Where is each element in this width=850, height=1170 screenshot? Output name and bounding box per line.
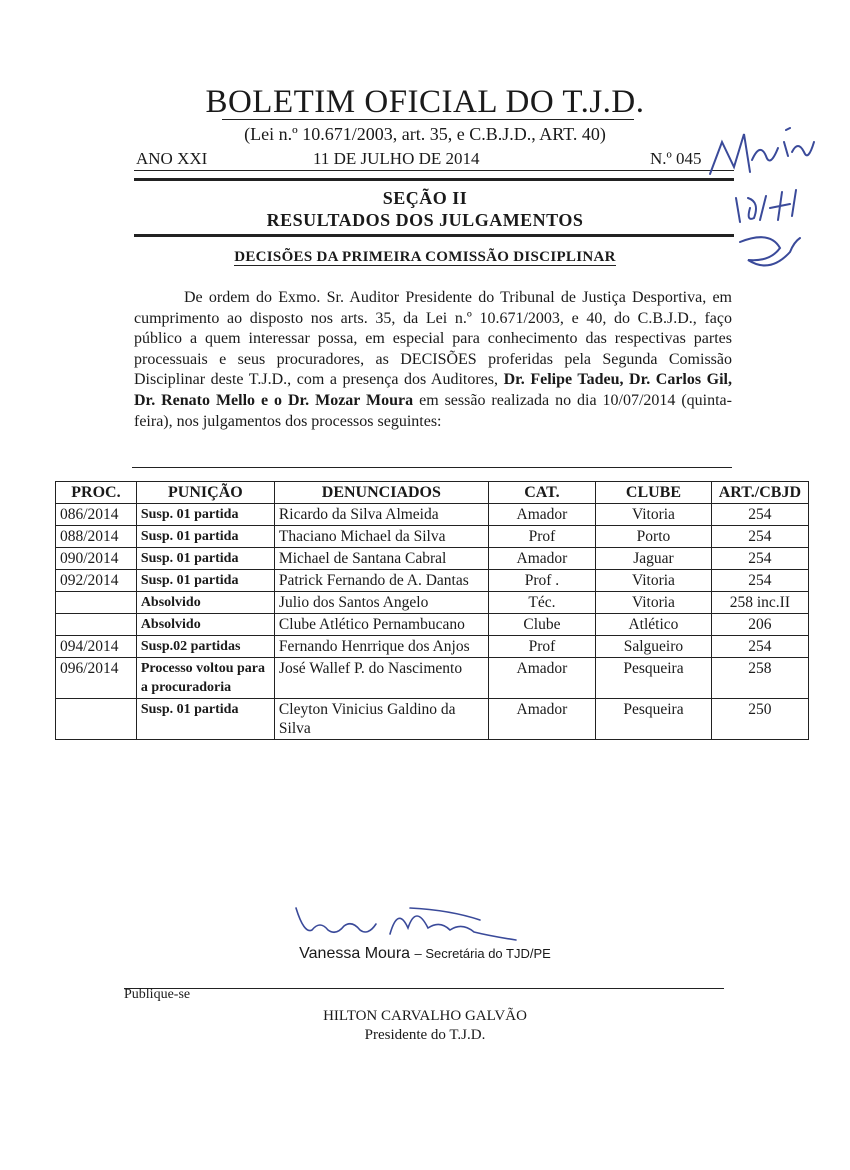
cell-denunciado: José Wallef P. do Nascimento — [274, 658, 488, 699]
header-cat: CAT. — [488, 482, 595, 504]
body-paragraph: De ordem do Exmo. Sr. Auditor Presidente do Tribunal de Justiça Desportiva, em cumprimento ao disposto nos arts. 35, da Lei n.º 10.671/2003, e 40, do C.B.J.D., faço público a quem interessar possa, em especial para conhecimento das respectivas partes processuais e seus procuradores, as DECISÕES proferidas pela Segunda Comissão Disciplinar deste T.J.D., com a presença dos Auditores, Dr. Felipe Tadeu, Dr. Carlos Gil, Dr. Renato Mello e o Dr. Mozar Moura em sessão realizada no dia 10/07/2014 (quinta-feira), nos julgamentos dos processos seguintes: — [134, 289, 732, 430]
cell-art: 206 — [711, 614, 808, 636]
table-row — [56, 570, 809, 592]
cell-clube: Vitoria — [596, 504, 712, 526]
section-top-rule — [134, 178, 734, 181]
cell-clube: Pesqueira — [596, 699, 712, 740]
cell-cat: Clube — [488, 614, 595, 636]
table-row — [56, 699, 809, 740]
cell-proc: 086/2014 — [56, 504, 137, 526]
table-row — [56, 548, 809, 570]
cell-proc: 088/2014 — [56, 526, 137, 548]
president-role: Presidente do T.J.D. — [364, 1027, 486, 1043]
cell-art: 254 — [711, 548, 808, 570]
table-row — [56, 526, 809, 548]
cell-denunciado: Julio dos Santos Angelo — [274, 592, 488, 614]
cell-denunciado: Clube Atlético Pernambucano — [274, 614, 488, 636]
cell-cat: Amador — [488, 658, 595, 699]
cell-proc: 096/2014 — [56, 658, 137, 699]
cell-proc — [56, 592, 137, 614]
table-row — [56, 504, 809, 526]
secretary-line — [0, 945, 850, 963]
header-art: ART./CBJD — [711, 482, 808, 504]
edition-date: 11 DE JULHO DE 2014 — [313, 149, 480, 168]
cell-denunciado: Michael de Santana Cabral — [274, 548, 488, 570]
cell-denunciado: Cleyton Vinicius Galdino da Silva — [274, 699, 488, 740]
cell-cat: Téc. — [488, 592, 595, 614]
decisions-heading: DECISÕES DA PRIMEIRA COMISSÃO DISCIPLINAR — [234, 249, 616, 265]
footer-rule — [124, 988, 724, 989]
cell-denunciado: Patrick Fernando de A. Dantas — [274, 570, 488, 592]
cell-clube: Atlético — [596, 614, 712, 636]
header-proc: PROC. — [56, 482, 137, 504]
president-name: HILTON CARVALHO GALVÃO — [323, 1008, 527, 1024]
cell-art: 254 — [711, 504, 808, 526]
edition-year: ANO XXI — [136, 149, 208, 168]
law-reference: (Lei n.º 10.671/2003, art. 35, e C.B.J.D., ART. 40) — [244, 124, 606, 144]
page-title: BOLETIM OFICIAL DO T.J.D. — [205, 84, 645, 120]
cell-clube: Jaguar — [596, 548, 712, 570]
header-denunciados: DENUNCIADOS — [274, 482, 488, 504]
table-row — [56, 636, 809, 658]
cell-art: 254 — [711, 636, 808, 658]
cell-clube: Porto — [596, 526, 712, 548]
cell-punicao: Absolvido — [136, 592, 274, 614]
edition-number: N.º 045 — [650, 149, 702, 168]
header-rule — [134, 170, 734, 171]
handwritten-stamp — [700, 112, 820, 312]
section-number: SEÇÃO II — [382, 188, 468, 208]
table-row — [56, 592, 809, 614]
header-punicao: PUNIÇÃO — [136, 482, 274, 504]
cell-cat: Prof . — [488, 570, 595, 592]
cell-clube: Salgueiro — [596, 636, 712, 658]
cell-proc: 090/2014 — [56, 548, 137, 570]
judgments-table — [55, 481, 809, 740]
cell-clube: Vitoria — [596, 570, 712, 592]
secretary-signature — [290, 900, 530, 948]
cell-proc — [56, 699, 137, 740]
cell-punicao: Susp. 01 partida — [136, 548, 274, 570]
cell-clube: Vitoria — [596, 592, 712, 614]
publique-label: Publique-se — [124, 987, 191, 1002]
auditors-names: Dr. Felipe Tadeu, Dr. Carlos Gil, Dr. Renato Mello e o Dr. Mozar Moura — [134, 371, 732, 409]
secretary-name: Vanessa Moura — [299, 945, 411, 962]
cell-art: 254 — [711, 570, 808, 592]
table-header-row — [56, 482, 809, 504]
cell-denunciado: Ricardo da Silva Almeida — [274, 504, 488, 526]
table-row — [56, 658, 809, 699]
cell-art: 258 inc.II — [711, 592, 808, 614]
header-clube: CLUBE — [596, 482, 712, 504]
cell-denunciado: Thaciano Michael da Silva — [274, 526, 488, 548]
cell-art: 250 — [711, 699, 808, 740]
cell-punicao: Absolvido — [136, 614, 274, 636]
cell-cat: Amador — [488, 548, 595, 570]
cell-cat: Prof — [488, 636, 595, 658]
cell-punicao: Susp. 01 partida — [136, 504, 274, 526]
cell-cat: Amador — [488, 504, 595, 526]
cell-punicao: Susp. 01 partida — [136, 699, 274, 740]
title-underline — [222, 119, 634, 120]
cell-proc — [56, 614, 137, 636]
cell-denunciado: Fernando Henrrique dos Anjos — [274, 636, 488, 658]
cell-art: 258 — [711, 658, 808, 699]
cell-proc: 092/2014 — [56, 570, 137, 592]
cell-cat: Prof — [488, 526, 595, 548]
cell-art: 254 — [711, 526, 808, 548]
cell-clube: Pesqueira — [596, 658, 712, 699]
table-row — [56, 614, 809, 636]
cell-punicao: Processo voltou para a procuradoria — [136, 658, 274, 699]
cell-punicao: Susp.02 partidas — [136, 636, 274, 658]
cell-punicao: Susp. 01 partida — [136, 570, 274, 592]
cell-proc: 094/2014 — [56, 636, 137, 658]
section-title: RESULTADOS DOS JULGAMENTOS — [266, 210, 584, 230]
section-bottom-rule — [134, 234, 734, 237]
cell-cat: Amador — [488, 699, 595, 740]
cell-punicao: Susp. 01 partida — [136, 526, 274, 548]
paragraph-rule — [132, 467, 732, 468]
secretary-role: – Secretária do TJD/PE — [414, 946, 551, 961]
